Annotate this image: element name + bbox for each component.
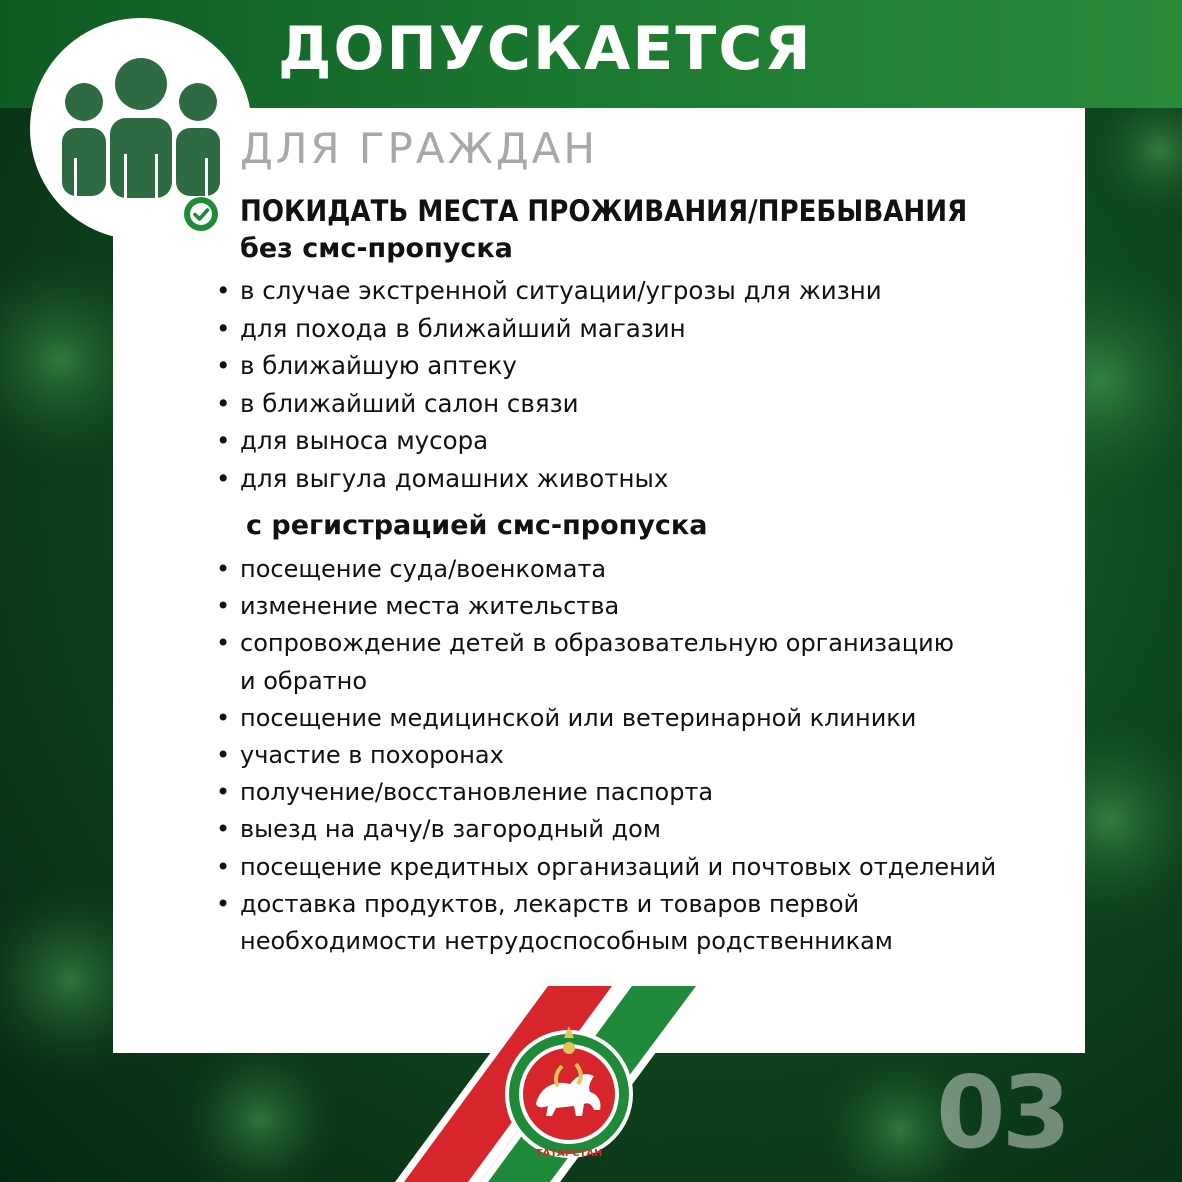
- list-item: • в ближайшую аптеку: [216, 351, 517, 380]
- section1-list: [216, 272, 882, 497]
- list-item: • сопровождение детей в образовательную организацию и обратно: [216, 629, 954, 695]
- audience-subtitle: ДЛЯ ГРАЖДАН: [240, 124, 598, 173]
- people-group-icon: [58, 58, 224, 198]
- list-item: • в случае экстренной ситуации/угрозы для жизни: [216, 276, 882, 305]
- list-item: • для выгула домашних животных: [216, 463, 669, 493]
- list-item: • посещение медицинской или ветеринарной клиники: [216, 703, 917, 732]
- page-title: ДОПУСКАЕТСЯ: [278, 14, 813, 84]
- section2-list: [216, 551, 996, 960]
- list-item: • участие в похоронах: [216, 741, 504, 770]
- list-item: • в ближайший салон связи: [216, 388, 579, 418]
- list-item: • посещение кредитных организаций и почтовых отделений: [216, 852, 997, 881]
- list-item: • посещение суда/военкомата: [216, 555, 607, 583]
- section1-subtitle: без смс-пропуска: [240, 233, 513, 264]
- page-number: 03: [936, 1054, 1068, 1171]
- list-item: • для выноса мусора: [216, 426, 489, 455]
- emblem-label: ТАТАРСТАН: [535, 1148, 603, 1159]
- list-item: • получение/восстановление паспорта: [216, 778, 714, 807]
- people-badge: [30, 18, 252, 240]
- list-item: • для похода в ближайший магазин: [216, 313, 686, 343]
- check-circle-icon: [184, 197, 218, 231]
- section1-title: ПОКИДАТЬ МЕСТА ПРОЖИВАНИЯ/ПРЕБЫВАНИЯ: [240, 194, 968, 228]
- tatarstan-emblem-icon: [504, 1016, 634, 1168]
- list-item: • изменение места жительства: [216, 592, 620, 621]
- list-item: • доставка продуктов, лекарств и товаров первой необходимости нетрудоспособным родственникам: [216, 889, 893, 956]
- list-item: • выезд на дачу/в загородный дом: [216, 815, 661, 844]
- section2-title: с регистрацией смс-пропуска: [246, 510, 708, 541]
